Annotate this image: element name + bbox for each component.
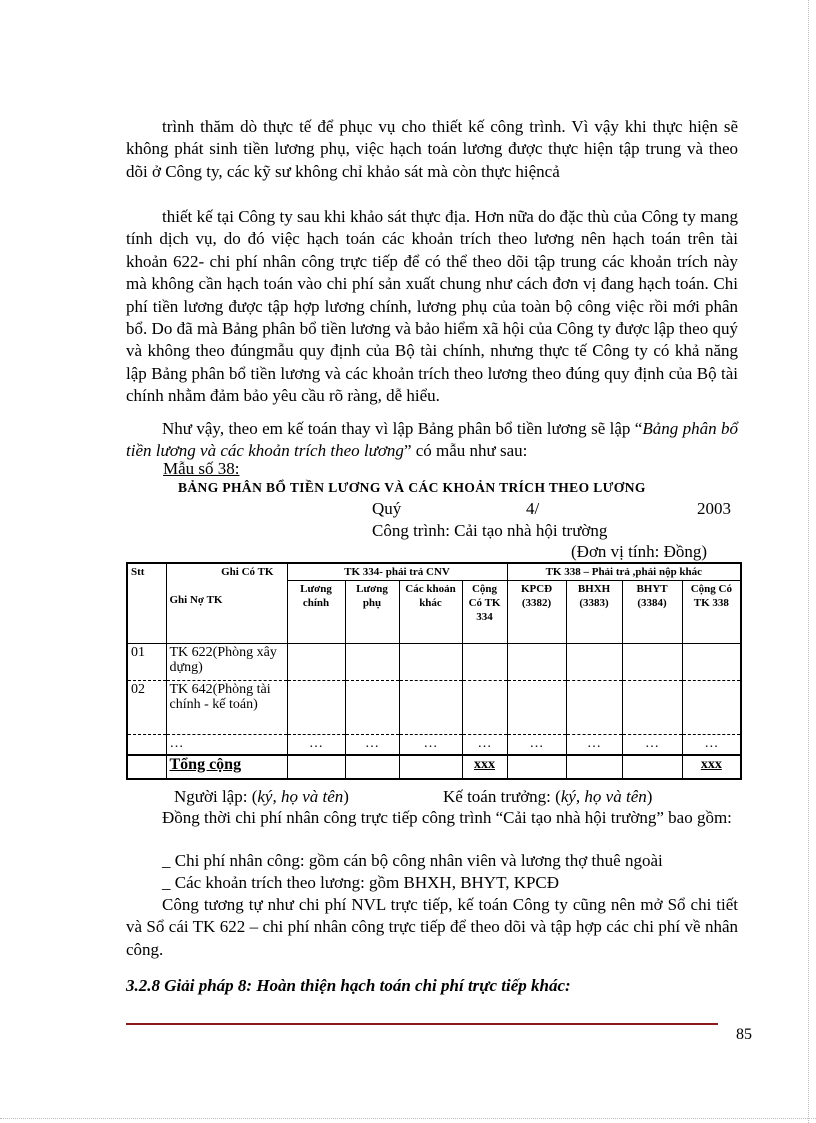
- signature-preparer-close: ): [343, 787, 349, 806]
- signature-preparer: [174, 786, 349, 808]
- ellipsis-cell: …: [166, 735, 287, 756]
- header-row-1: [127, 563, 741, 581]
- header-ghi-co: Ghi Có TK: [221, 566, 274, 578]
- signature-chief-close: ): [646, 787, 653, 806]
- quarter-label: Quý: [372, 499, 402, 518]
- signature-chief-hint: ký, họ và tên: [560, 787, 647, 806]
- header-account: [166, 563, 287, 644]
- footer-rule: [126, 1023, 718, 1025]
- header-col-cac-khoan-khac: Các khoản khác: [399, 581, 462, 644]
- ellipsis-cell: …: [399, 735, 462, 756]
- header-col-cong-co-334: Cộng Có TK 334: [462, 581, 507, 644]
- ellipsis-cell: …: [566, 735, 622, 756]
- header-group-338: TK 338 – Phải trả ,phải nộp khác: [507, 563, 741, 581]
- page-edge-right: [808, 0, 809, 1123]
- page-number: 85: [736, 1026, 752, 1043]
- ellipsis-cell: …: [507, 735, 566, 756]
- header-ghi-no: Ghi Nợ TK: [169, 594, 223, 606]
- allocation-table: [126, 562, 742, 780]
- bullet-1: _ Chi phí nhân công: gồm cán bộ công nhân viên và lương thợ thuê ngoài: [162, 851, 663, 870]
- paragraph-3: [126, 418, 738, 463]
- header-col-bhxh: BHXH (3383): [566, 581, 622, 644]
- paragraph-5: Công tương tự như chi phí NVL trực tiếp, kế toán Công ty cũng nên mở Sổ chi tiết và Sổ cái TK 622 – chi phí nhân công trực tiếp để theo dõi và tập hợp các chi phí về nhân công.: [126, 895, 738, 959]
- header-col-bhyt: BHYT (3384): [622, 581, 682, 644]
- ellipsis-cell: …: [682, 735, 741, 756]
- ellipsis-cell: …: [462, 735, 507, 756]
- signature-chief-label: Kế toán trưởng: (: [443, 787, 561, 806]
- table-row: [127, 644, 741, 681]
- form-label: Mẫu số 38:: [163, 459, 240, 478]
- signature-preparer-hint: ký, họ và tên: [257, 787, 344, 806]
- project-name: Công trình: Cải tạo nhà hội trường: [372, 521, 608, 540]
- total-334: xxx: [462, 755, 507, 779]
- ellipsis-cell: …: [622, 735, 682, 756]
- ellipsis-cell: …: [287, 735, 345, 756]
- header-col-luong-phu: Lương phụ: [345, 581, 399, 644]
- header-col-kpcd: KPCĐ (3382): [507, 581, 566, 644]
- header-col-luong-chinh: Lương chính: [287, 581, 345, 644]
- paragraph-3-italic: Bảng phân bổ tiền lương và các khoản trích theo lương: [126, 419, 738, 461]
- total-row: [127, 755, 741, 779]
- table-title: BẢNG PHÂN BỔ TIỀN LƯƠNG VÀ CÁC KHOẢN TRÍCH THEO LƯƠNG: [178, 480, 646, 495]
- table-row-ellipsis: [127, 735, 741, 756]
- header-stt: Stt: [127, 563, 166, 644]
- header-group-334: TK 334- phải trả CNV: [287, 563, 507, 581]
- signature-preparer-label: Người lập: (: [174, 787, 258, 806]
- table-row: [127, 681, 741, 735]
- paragraph-3-text: Như vậy, theo em kế toán thay vì lập Bảng phân bổ tiền lương sẽ lập “: [162, 419, 643, 438]
- paragraph-1: trình thăm dò thực tế để phục vụ cho thiết kế công trình. Vì vậy khi thực hiện sẽ không phát sinh tiền lương phụ, việc hạch toán lương được thực hiện tập trung và theo dõi ở Công ty, các kỹ sư không chỉ khảo sát mà còn thực hiệncả: [126, 117, 738, 181]
- page-edge-bottom: [0, 1118, 816, 1119]
- section-heading: 3.2.8 Giải pháp 8: Hoàn thiện hạch toán chi phí trực tiếp khác:: [126, 976, 571, 995]
- header-col-cong-co-338: Cộng Có TK 338: [682, 581, 741, 644]
- signature-chief-accountant: [443, 786, 652, 808]
- quarter-number: 4/: [526, 499, 540, 518]
- row-account: TK 622(Phòng xây dựng): [166, 644, 287, 681]
- paragraph-3-end: ” có mẫu như sau:: [403, 441, 528, 461]
- total-338: xxx: [682, 755, 741, 779]
- row-stt: 02: [127, 681, 166, 735]
- paragraph-4: Đồng thời chi phí nhân công trực tiếp công trình “Cải tạo nhà hội trường” bao gồm:: [162, 808, 732, 827]
- total-label: Tổng cộng: [166, 755, 287, 779]
- row-stt: 01: [127, 644, 166, 681]
- ellipsis-cell: …: [345, 735, 399, 756]
- paragraph-2: thiết kế tại Công ty sau khi khảo sát thực địa. Hơn nữa do đặc thù của Công ty mang tính dịch vụ, do đó việc hạch toán các khoản trích theo lương nên hạch toán trên tài khoản 622- chi phí nhân công trực tiếp để có thể theo dõi tập trung các khoản trích này mà không cần hạch toán vào chi phí sản xuất chung như cách đơn vị đang hạch toán. Chi phí tiền lương được tập hợp lương chính, lương phụ của toàn bộ công việc rồi mới phân bổ. Do đã mà Bảng phân bổ tiền lương và bảo hiểm xã hội của Công ty được lập theo quý và không theo đúngmẫu quy định của Bộ tài chính, nhưng thực tế Công ty có khả năng lập Bảng phân bổ tiền lương và các khoản trích theo lương theo đúng quy định của Bộ tài chính nhằm đảm bảo yêu cầu rõ ràng, dễ hiểu.: [126, 207, 738, 406]
- bullet-2: _ Các khoản trích theo lương: gồm BHXH, BHYT, KPCĐ: [162, 873, 560, 892]
- row-account: TK 642(Phòng tài chính - kế toán): [166, 681, 287, 735]
- unit-label: (Đơn vị tính: Đồng): [571, 542, 708, 561]
- quarter-year: 2003: [697, 499, 731, 518]
